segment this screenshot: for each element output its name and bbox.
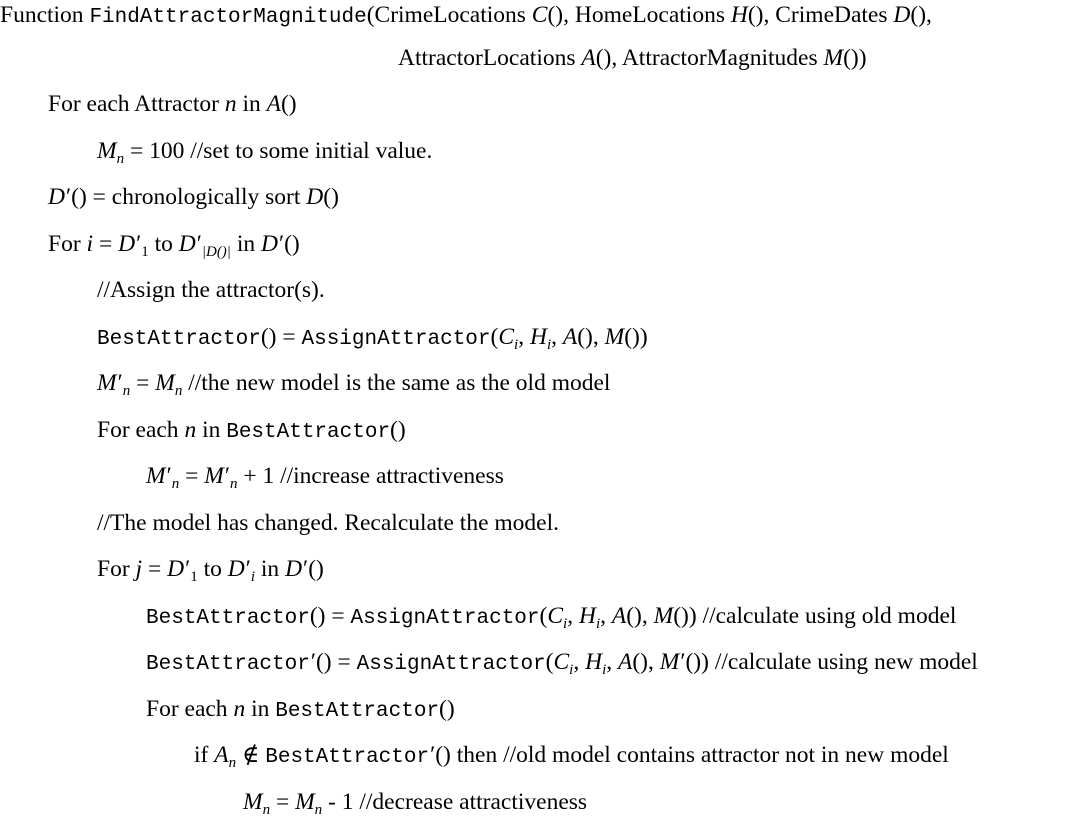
- algo-line-1: AttractorLocations A(), AttractorMagnitudes M()): [398, 45, 867, 71]
- algo-line-4: D′() = chronologically sort D(): [48, 184, 339, 210]
- algo-line-0: Function FindAttractorMagnitude(CrimeLocations C(), HomeLocations H(), CrimeDates D(),: [0, 2, 932, 29]
- algo-line-15: For each n in BestAttractor(): [146, 696, 455, 723]
- algo-line-8: $M'_n = M_n$ //the new model is the same as the old model: [97, 370, 611, 399]
- algo-line-5: For $i = D'_1$ to $D'_{|D()|}$ in D′(): [48, 231, 300, 260]
- algo-line-2: For each Attractor n in A(): [48, 91, 297, 117]
- algo-line-10: $M'_n = M'_n + 1$ //increase attractiveness: [146, 463, 504, 492]
- algo-line-11: //The model has changed. Recalculate the model.: [97, 510, 559, 536]
- algo-line-12: For $j = D'_1$ to $D'_i$ in D′(): [97, 556, 324, 585]
- algo-line-17: $M_n = M_n - 1$ //decrease attractiveness: [243, 789, 588, 818]
- algo-line-13: BestAttractor() = $AssignAttractor(C_i$, $H_i$, A(), M()) //calculate using old model: [146, 603, 957, 632]
- algo-line-9: For each n in BestAttractor(): [97, 417, 406, 444]
- algo-line-14: BestAttractor′() = $AssignAttractor(C_i$, $H_i$, A(), M′()) //calculate using new model: [146, 649, 978, 678]
- algo-line-16: if $A_n$ ∉ BestAttractor′() then //old model contains attractor not in new model: [194, 742, 949, 771]
- algo-line-6: //Assign the attractor(s).: [97, 277, 325, 303]
- algo-line-7: BestAttractor() = $AssignAttractor(C_i$, $H_i$, A(), M()): [97, 324, 648, 353]
- algo-line-3: $M_n = 100$ //set to some initial value.: [97, 138, 433, 167]
